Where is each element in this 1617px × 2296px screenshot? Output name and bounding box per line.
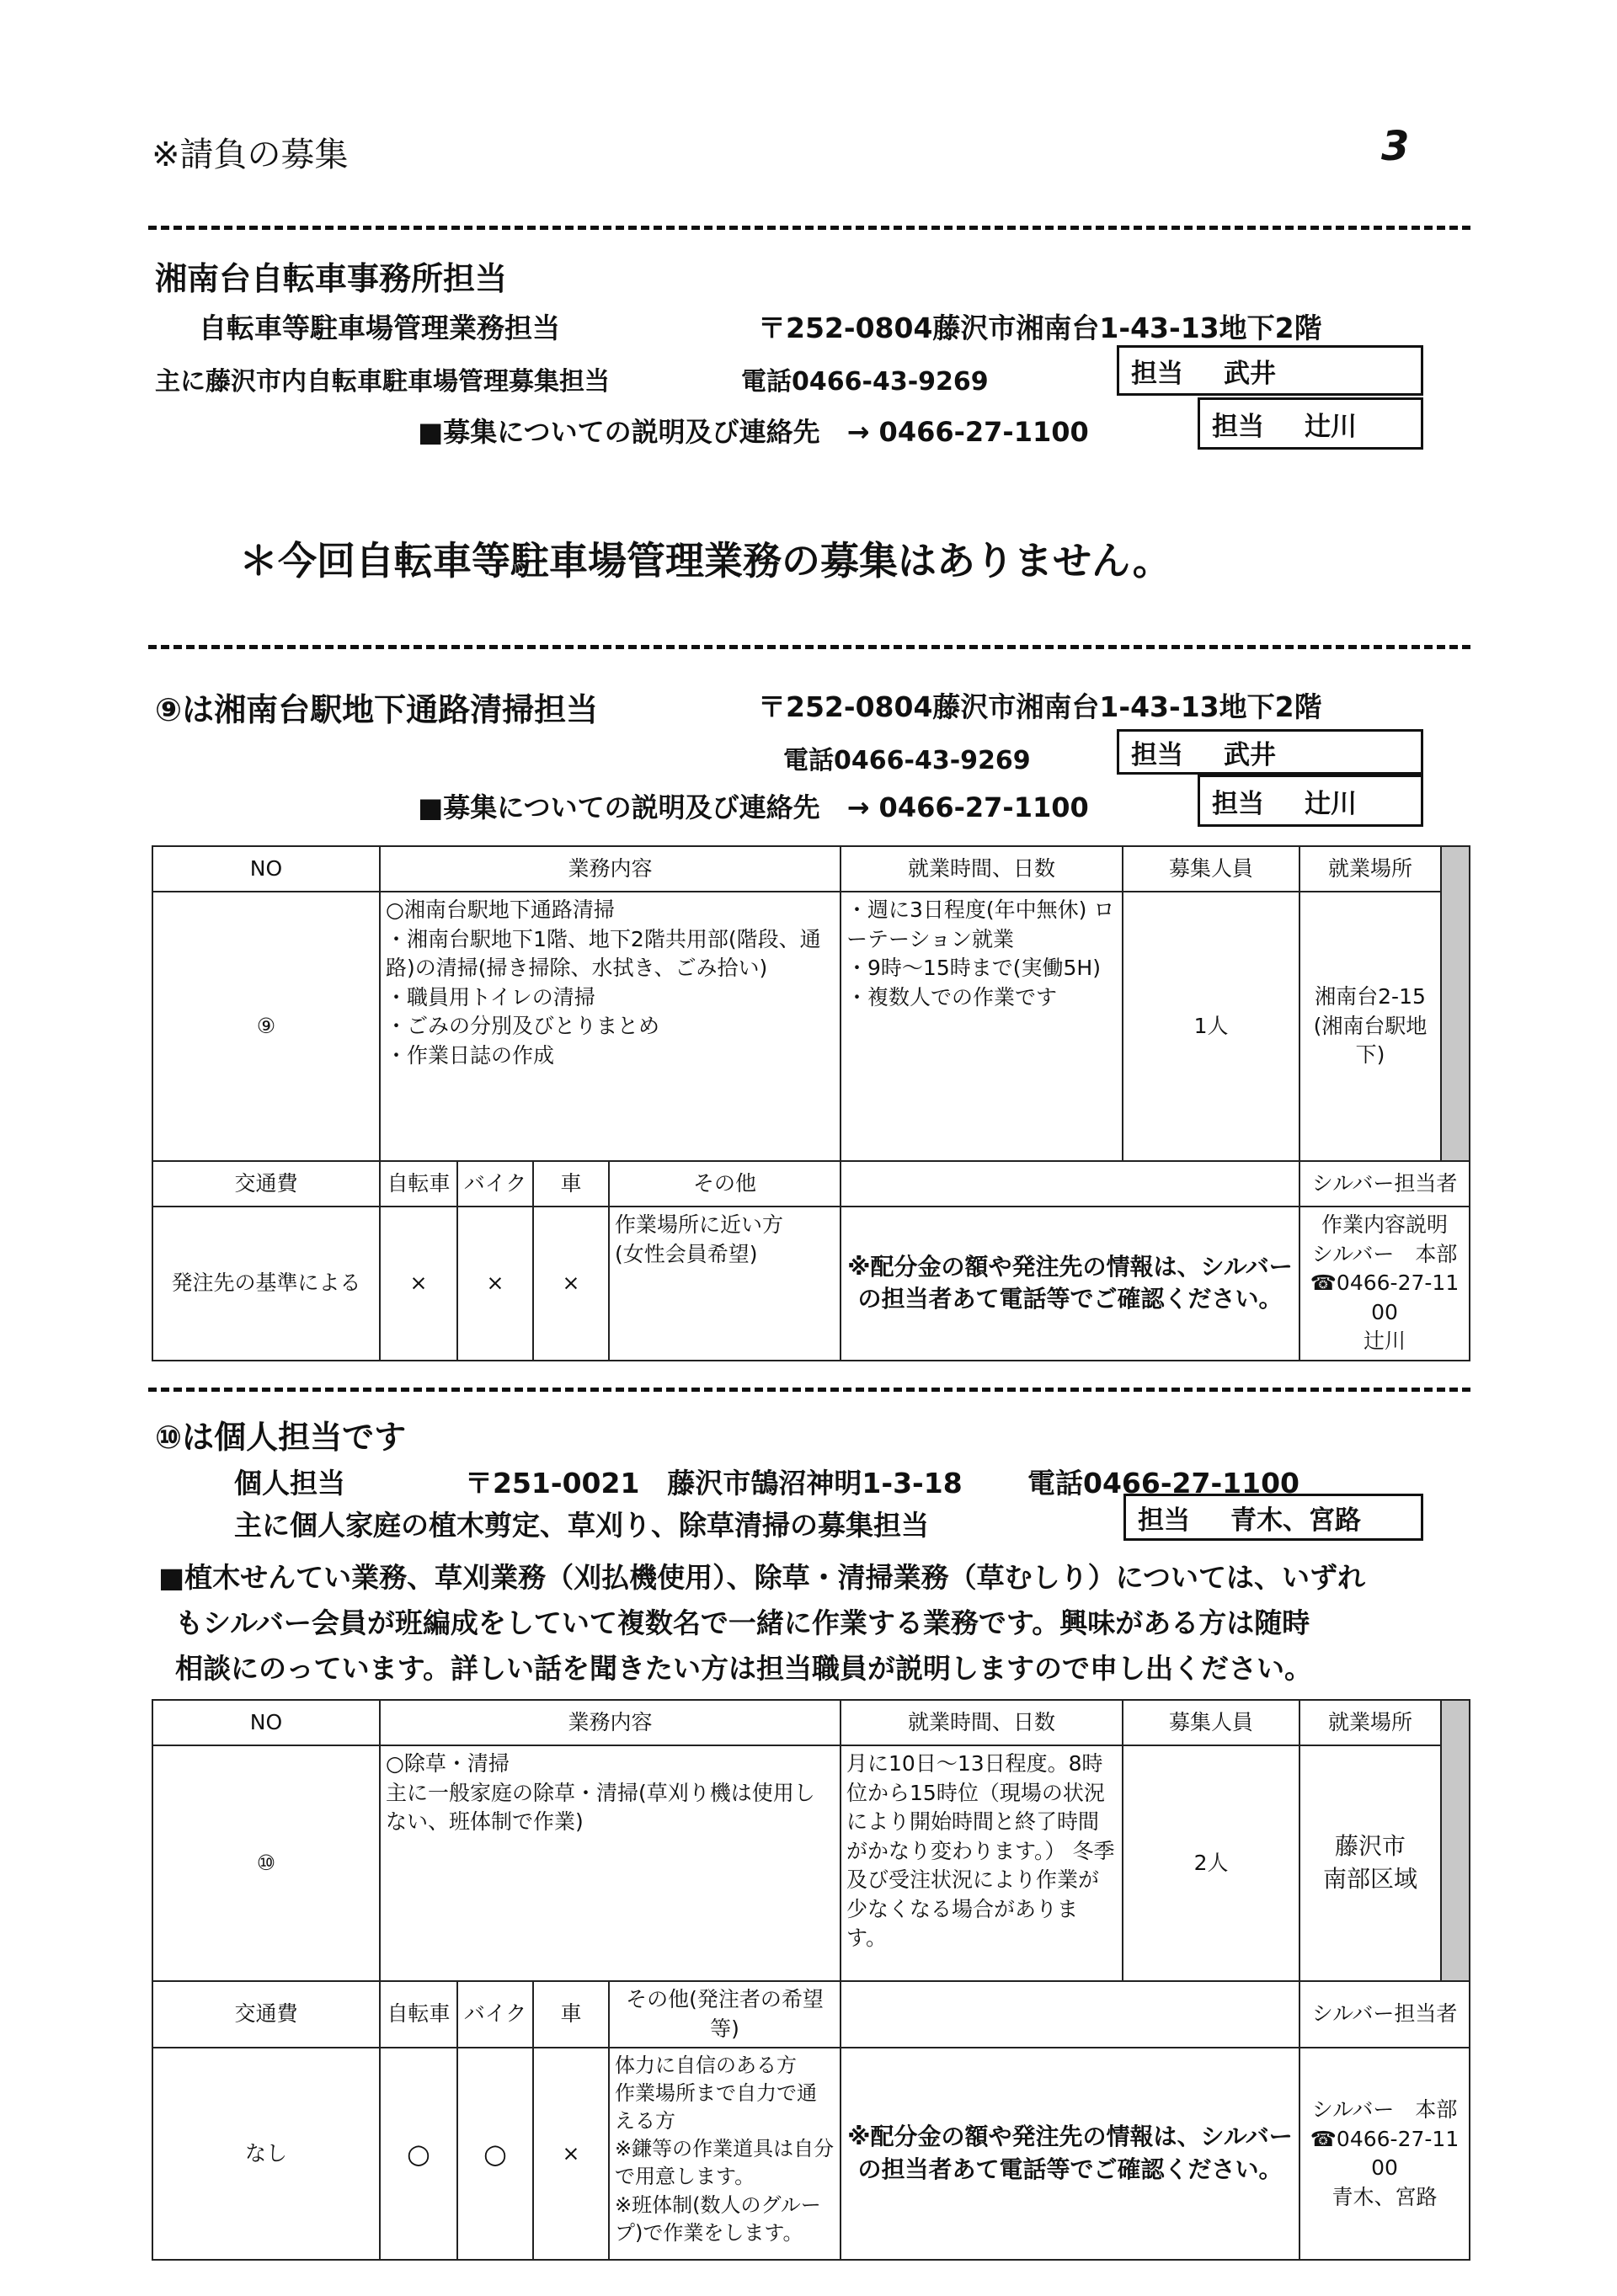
header-car: 車 — [533, 1981, 609, 2048]
section1-phone: 電話0466-43-9269 — [741, 367, 989, 397]
job-number: ⑨ — [152, 892, 380, 1161]
header-other: その他(発注者の希望等) — [609, 1981, 841, 2048]
silver-contact: シルバー 本部 ☎0466-27-1100 青木、宮路 — [1299, 2048, 1470, 2260]
contact-name: 武井 — [1224, 739, 1276, 770]
contact-name: 青木、宮路 — [1230, 1505, 1361, 1536]
header-hours: 就業時間、日数 — [841, 1700, 1123, 1745]
section1-contact-line: ■募集についての説明及び連絡先 → 0466-27-1100 — [418, 416, 1089, 448]
job-table-10 — [152, 1699, 1470, 2261]
section3-title: ⑩は個人担当です — [155, 1419, 407, 1456]
page-number: 3 — [1381, 123, 1410, 170]
blank-header — [841, 1981, 1299, 2048]
header-silver-contact: シルバー担当者 — [1299, 1161, 1470, 1207]
work-hours: 月に10日～13日程度。8時位から15時位（現場の状況により開始時間と終了時間がかなり変わります。） 冬季及び受注状況により作業が少なくなる場合があります。 — [841, 1745, 1123, 1981]
blank-header — [841, 1161, 1299, 1207]
header-other: その他 — [609, 1161, 841, 1207]
bike-allowed: × — [457, 1207, 533, 1361]
divider — [148, 645, 1470, 649]
work-place: 湘南台2-15 (湘南台駅地下) — [1299, 892, 1441, 1161]
section3-label: 個人担当 — [234, 1467, 345, 1500]
section2-address: 〒252-0804藤沢市湘南台1-43-13地下2階 — [758, 690, 1322, 723]
other-conditions: 作業場所に近い方 (女性会員希望) — [609, 1207, 841, 1361]
header-count: 募集人員 — [1123, 1700, 1299, 1745]
bicycle-allowed: ○ — [380, 2048, 457, 2260]
section1-title: 湘南台自転車事務所担当 — [155, 260, 508, 297]
section3-scope: 主に個人家庭の植木剪定、草刈り、除草清掃の募集担当 — [234, 1509, 929, 1542]
job-number: ⑩ — [152, 1745, 380, 1981]
divider — [148, 1388, 1470, 1392]
section3-paragraph-line2: もシルバー会員が班編成をしていて複数名で一緒に作業する業務です。興味がある方は随時 — [175, 1606, 1310, 1639]
section1-contact-box-1 — [1117, 345, 1423, 396]
section3-paragraph-line1: ■植木せんてい業務、草刈業務（刈払機使用）、除草・清掃業務（草むしり）については、いずれ — [158, 1561, 1366, 1594]
header-bike: バイク — [457, 1981, 533, 2048]
header-bike: バイク — [457, 1161, 533, 1207]
contact-name: 辻川 — [1305, 788, 1357, 819]
info-note: ※配分金の額や発注先の情報は、シルバーの担当者あて電話等でご確認ください。 — [841, 2048, 1299, 2260]
recruit-count: 1人 — [1123, 892, 1299, 1161]
section2-contact-box-1 — [1117, 729, 1423, 775]
header-fare: 交通費 — [152, 1981, 380, 2048]
contact-role: 担当 — [1212, 411, 1264, 442]
bicycle-allowed: × — [380, 1207, 457, 1361]
info-note: ※配分金の額や発注先の情報は、シルバーの担当者あて電話等でご確認ください。 — [841, 1207, 1299, 1361]
section2-title: ⑨は湘南台駅地下通路清掃担当 — [155, 691, 599, 728]
header-work-content: 業務内容 — [380, 846, 841, 892]
recruit-count: 2人 — [1123, 1745, 1299, 1981]
section3-paragraph-line3: 相談にのっています。詳しい話を聞きたい方は担当職員が説明しますので申し出ください。 — [175, 1652, 1313, 1685]
shaded-cell — [1441, 846, 1470, 1161]
section3-phone: 電話0466-27-1100 — [1027, 1467, 1300, 1500]
car-allowed: × — [533, 1207, 609, 1361]
header-count: 募集人員 — [1123, 846, 1299, 892]
contact-role: 担当 — [1131, 358, 1183, 389]
header-silver-contact: シルバー担当者 — [1299, 1981, 1470, 2048]
header-no: NO — [152, 1700, 380, 1745]
section1-address: 〒252-0804藤沢市湘南台1-43-13地下2階 — [758, 312, 1322, 344]
contact-role: 担当 — [1212, 788, 1264, 819]
section3-contact-box — [1123, 1494, 1423, 1541]
header-bicycle: 自転車 — [380, 1161, 457, 1207]
job-table-9 — [152, 845, 1470, 1361]
section3-address: 〒251-0021 藤沢市鵠沼神明1-3-18 — [465, 1467, 963, 1500]
car-allowed: × — [533, 2048, 609, 2260]
section1-scope: 主に藤沢市内自転車駐車場管理募集担当 — [155, 367, 610, 397]
section2-contact-box-2 — [1198, 775, 1423, 827]
header-car: 車 — [533, 1161, 609, 1207]
section2-phone: 電話0466-43-9269 — [783, 746, 1031, 775]
header-place: 就業場所 — [1299, 1700, 1441, 1745]
section-heading: ※請負の募集 — [152, 136, 349, 174]
contact-role: 担当 — [1131, 739, 1183, 770]
contact-name: 辻川 — [1305, 411, 1357, 442]
work-place: 藤沢市 南部区域 — [1299, 1745, 1441, 1981]
section1-contact-box-2 — [1198, 397, 1423, 450]
contact-role: 担当 — [1138, 1505, 1190, 1536]
header-no: NO — [152, 846, 380, 892]
fare: なし — [152, 2048, 380, 2260]
silver-contact: 作業内容説明 シルバー 本部 ☎0466-27-1100 辻川 — [1299, 1207, 1470, 1361]
bike-allowed: ○ — [457, 2048, 533, 2260]
work-hours: ・週に3日程度(年中無休) ローテーション就業 ・9時～15時まで(実働5H) ・複数人での作業です — [841, 892, 1123, 1161]
header-bicycle: 自転車 — [380, 1981, 457, 2048]
section2-contact-line: ■募集についての説明及び連絡先 → 0466-27-1100 — [418, 791, 1089, 823]
work-content: ○湘南台駅地下通路清掃 ・湘南台駅地下1階、地下2階共用部(階段、通路)の清掃(掃き掃除、水拭き、ごみ拾い) ・職員用トイレの清掃 ・ごみの分別及びとりまとめ ・作業日誌の作成 — [380, 892, 841, 1161]
header-hours: 就業時間、日数 — [841, 846, 1123, 892]
divider — [148, 226, 1470, 230]
other-conditions: 体力に自信のある方 作業場所まで自力で通える方 ※鎌等の作業道具は自分で用意します。 ※班体制(数人のグループ)で作業をします。 — [609, 2048, 841, 2260]
header-place: 就業場所 — [1299, 846, 1441, 892]
shaded-cell — [1441, 1700, 1470, 1981]
fare: 発注先の基準による — [152, 1207, 380, 1361]
contact-name: 武井 — [1224, 358, 1276, 389]
header-work-content: 業務内容 — [380, 1700, 841, 1745]
section1-subtitle: 自転車等駐車場管理業務担当 — [199, 312, 560, 344]
work-content: ○除草・清掃 主に一般家庭の除草・清掃(草刈り機は使用しない、班体制で作業) — [380, 1745, 841, 1981]
header-fare: 交通費 — [152, 1161, 380, 1207]
no-recruitment-notice: ＊今回自転車等駐車場管理業務の募集はありません。 — [239, 538, 1171, 583]
